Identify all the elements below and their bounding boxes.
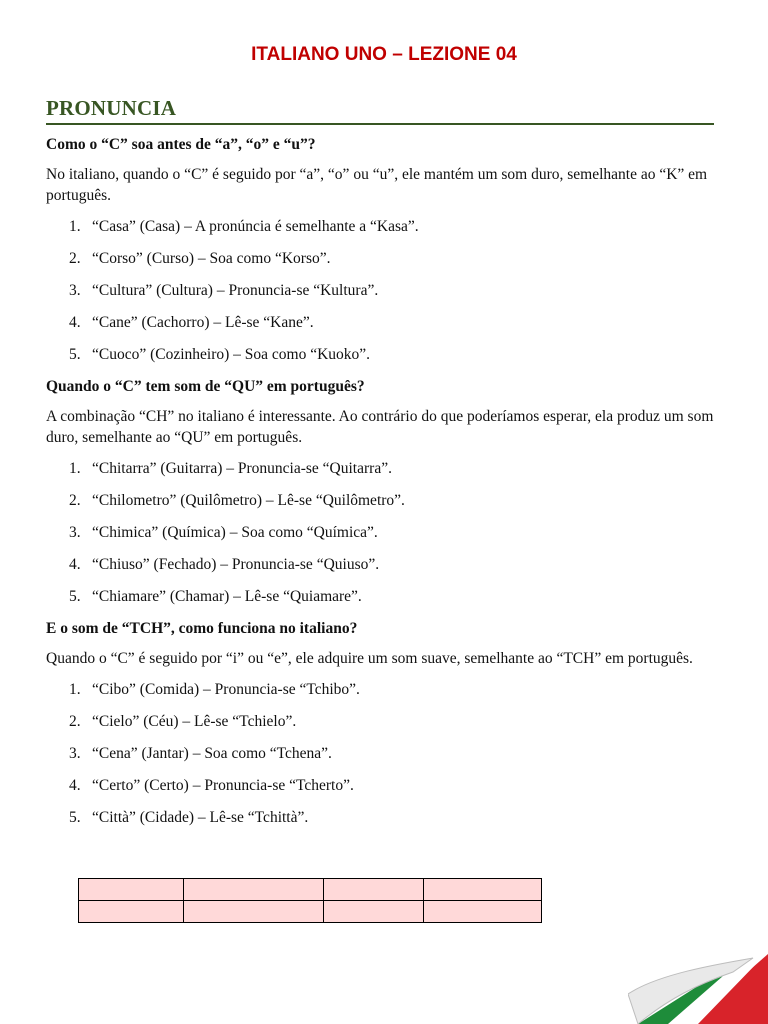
list-item	[46, 280, 726, 301]
list-text: “Casa” (Casa) – A pronúncia é semelhante a “Kasa”.	[92, 218, 419, 235]
numbered-list	[46, 216, 726, 365]
list-number: 2.	[69, 492, 81, 509]
question-heading: Como o “C” soa antes de “a”, “o” e “u”?	[46, 136, 316, 153]
list-item	[46, 522, 726, 543]
list-number: 1.	[69, 460, 81, 477]
list-text: “Certo” (Certo) – Pronuncia-se “Tcherto”.	[92, 777, 354, 794]
list-text: “Corso” (Curso) – Soa como “Korso”.	[92, 250, 331, 267]
list-item	[46, 586, 726, 607]
section-heading: PRONUNCIA	[46, 96, 714, 125]
list-number: 2.	[69, 713, 81, 730]
list-number: 1.	[69, 218, 81, 235]
list-item	[46, 458, 726, 479]
list-text: “Chiuso” (Fechado) – Pronuncia-se “Quiuso”.	[92, 556, 380, 573]
table-cell	[424, 879, 542, 901]
list-text: “Chilometro” (Quilômetro) – Lê-se “Quilômetro”.	[92, 492, 405, 509]
list-number: 2.	[69, 250, 81, 267]
list-number: 3.	[69, 282, 81, 299]
list-text: “Cuoco” (Cozinheiro) – Soa como “Kuoko”.	[92, 346, 371, 363]
numbered-list	[46, 679, 726, 828]
table-cell	[79, 879, 184, 901]
list-item	[46, 743, 726, 764]
list-text: “Chimica” (Química) – Soa como “Química”.	[92, 524, 378, 541]
table-row	[79, 901, 542, 923]
list-number: 3.	[69, 524, 81, 541]
list-text: “Cena” (Jantar) – Soa como “Tchena”.	[92, 745, 332, 762]
list-item	[46, 711, 726, 732]
list-text: “Chitarra” (Guitarra) – Pronuncia-se “Quitarra”.	[92, 460, 392, 477]
list-item	[46, 775, 726, 796]
paragraph: A combinação “CH” no italiano é interessante. Ao contrário do que poderíamos esperar, ela produz um som duro, semelhante ao “QU” em português.	[46, 408, 714, 446]
list-text: “Cibo” (Comida) – Pronuncia-se “Tchibo”.	[92, 681, 360, 698]
list-item	[46, 807, 726, 828]
table-cell	[424, 901, 542, 923]
table-cell	[184, 879, 324, 901]
list-item	[46, 490, 726, 511]
list-text: “Cultura” (Cultura) – Pronuncia-se “Kultura”.	[92, 282, 379, 299]
list-item	[46, 679, 726, 700]
list-item	[46, 344, 726, 365]
table-cell	[79, 901, 184, 923]
table-cell	[324, 901, 424, 923]
list-text: “Cielo” (Céu) – Lê-se “Tchielo”.	[92, 713, 297, 730]
question-heading: Quando o “C” tem som de “QU” em português?	[46, 378, 365, 395]
list-number: 1.	[69, 681, 81, 698]
paragraph: Quando o “C” é seguido por “i” ou “e”, ele adquire um som suave, semelhante ao “TCH” em português.	[46, 650, 693, 667]
list-item	[46, 216, 726, 237]
list-item	[46, 312, 726, 333]
list-number: 5.	[69, 809, 81, 826]
list-text: “Città” (Cidade) – Lê-se “Tchittà”.	[92, 809, 309, 826]
list-number: 4.	[69, 777, 81, 794]
question-heading: E o som de “TCH”, como funciona no italiano?	[46, 620, 358, 637]
list-number: 3.	[69, 745, 81, 762]
table-row	[79, 879, 542, 901]
italian-flag-corner-icon	[628, 954, 768, 1024]
list-item	[46, 554, 726, 575]
list-number: 4.	[69, 314, 81, 331]
list-text: “Cane” (Cachorro) – Lê-se “Kane”.	[92, 314, 314, 331]
list-text: “Chiamare” (Chamar) – Lê-se “Quiamare”.	[92, 588, 362, 605]
list-number: 5.	[69, 588, 81, 605]
numbered-list	[46, 458, 726, 607]
table-cell	[184, 901, 324, 923]
list-item	[46, 248, 726, 269]
table-cell	[324, 879, 424, 901]
document-title: ITALIANO UNO – LEZIONE 04	[251, 44, 517, 65]
paragraph: No italiano, quando o “C” é seguido por “a”, “o” ou “u”, ele mantém um som duro, semelhante ao “K” em português.	[46, 166, 708, 204]
document-body	[46, 134, 726, 839]
list-number: 5.	[69, 346, 81, 363]
list-number: 4.	[69, 556, 81, 573]
empty-table	[78, 878, 542, 923]
